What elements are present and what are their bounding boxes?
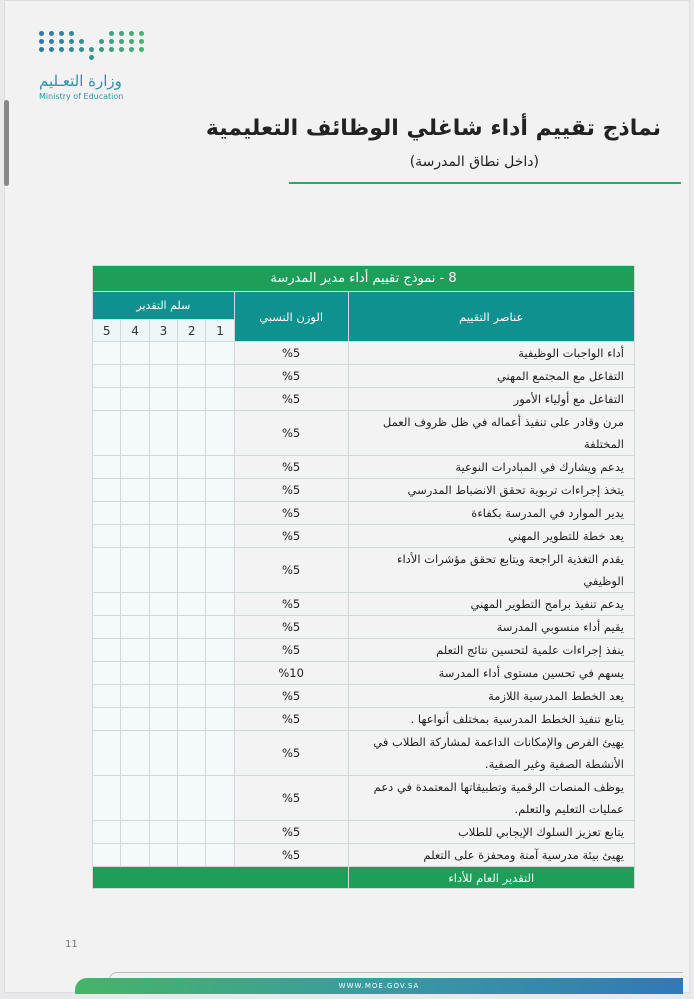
logo-dot <box>119 39 124 44</box>
rating-cell-2[interactable] <box>178 502 206 525</box>
scrollbar[interactable] <box>4 100 9 186</box>
rating-cell-4[interactable] <box>121 844 149 867</box>
rating-cell-5[interactable] <box>93 548 121 593</box>
logo-dot <box>69 47 74 52</box>
overall-rating-label: التقدير العام للأداء <box>348 867 634 889</box>
criterion: يقدم التغذية الراجعة ويتابع تحقق مؤشرات الأداء الوظيفي <box>348 548 634 593</box>
logo-dot <box>69 55 74 60</box>
weight: %5 <box>234 479 348 502</box>
rating-cell-3[interactable] <box>149 821 177 844</box>
criterion: يسهم في تحسين مستوى أداء المدرسة <box>348 662 634 685</box>
rating-cell-1[interactable] <box>206 776 234 821</box>
criterion: يدعم تنفيذ برامج التطوير المهني <box>348 593 634 616</box>
table-row <box>93 662 635 685</box>
rating-cell-2[interactable] <box>178 593 206 616</box>
weight: %5 <box>234 548 348 593</box>
rating-cell-4[interactable] <box>121 639 149 662</box>
rating-cell-2[interactable] <box>178 708 206 731</box>
rating-cell-4[interactable] <box>121 616 149 639</box>
rating-cell-2[interactable] <box>178 616 206 639</box>
logo-dot <box>129 47 134 52</box>
criterion: يدير الموارد في المدرسة بكفاءة <box>348 502 634 525</box>
rating-cell-2[interactable] <box>178 342 206 365</box>
logo-dot <box>139 55 144 60</box>
logo-dot <box>109 47 114 52</box>
table-row <box>93 616 635 639</box>
scale-4: 4 <box>121 320 149 342</box>
criterion: أداء الواجبات الوظيفية <box>348 342 634 365</box>
weight: %5 <box>234 411 348 456</box>
rating-cell-4[interactable] <box>121 388 149 411</box>
logo-dot <box>39 47 44 52</box>
logo-dot <box>79 55 84 60</box>
logo-dot <box>69 39 74 44</box>
rating-cell-5[interactable] <box>93 525 121 548</box>
logo-dot <box>59 39 64 44</box>
rating-cell-5[interactable] <box>93 685 121 708</box>
rating-cell-5[interactable] <box>93 388 121 411</box>
rating-cell-2[interactable] <box>178 365 206 388</box>
rating-cell-1[interactable] <box>206 365 234 388</box>
rating-cell-5[interactable] <box>93 502 121 525</box>
table-row <box>93 342 635 365</box>
scale-1: 1 <box>206 320 234 342</box>
header-scale: سلم التقدير <box>93 292 235 320</box>
criterion: يهيئ بيئة مدرسية آمنة ومحفزة على التعلم <box>348 844 634 867</box>
rating-cell-3[interactable] <box>149 525 177 548</box>
rating-cell-1[interactable] <box>206 548 234 593</box>
logo-dot <box>39 39 44 44</box>
logo-dot <box>129 31 134 36</box>
table-row <box>93 411 635 456</box>
criterion: التفاعل مع المجتمع المهني <box>348 365 634 388</box>
rating-cell-3[interactable] <box>149 776 177 821</box>
table-row <box>93 639 635 662</box>
rating-cell-1[interactable] <box>206 342 234 365</box>
logo-dot <box>59 55 64 60</box>
rating-cell-4[interactable] <box>121 502 149 525</box>
logo-dot <box>109 55 114 60</box>
rating-cell-5[interactable] <box>93 479 121 502</box>
rating-cell-5[interactable] <box>93 776 121 821</box>
rating-cell-3[interactable] <box>149 456 177 479</box>
table-row <box>93 479 635 502</box>
rating-cell-4[interactable] <box>121 365 149 388</box>
rating-cell-1[interactable] <box>206 456 234 479</box>
logo-dot <box>119 31 124 36</box>
table-row <box>93 525 635 548</box>
table-title: 8 - نموذج تقييم أداء مدير المدرسة <box>93 266 635 292</box>
rating-cell-4[interactable] <box>121 525 149 548</box>
logo-dot <box>99 47 104 52</box>
table-row <box>93 502 635 525</box>
weight: %10 <box>234 662 348 685</box>
rating-cell-3[interactable] <box>149 685 177 708</box>
rating-cell-3[interactable] <box>149 342 177 365</box>
logo-dot <box>89 47 94 52</box>
logo-dot <box>79 31 84 36</box>
weight: %5 <box>234 388 348 411</box>
rating-cell-1[interactable] <box>206 639 234 662</box>
rating-cell-4[interactable] <box>121 456 149 479</box>
rating-cell-5[interactable] <box>93 639 121 662</box>
rating-cell-2[interactable] <box>178 821 206 844</box>
rating-cell-1[interactable] <box>206 502 234 525</box>
criterion: ينفذ إجراءات علمية لتحسين نتائج التعلم <box>348 639 634 662</box>
table-row <box>93 731 635 776</box>
rating-cell-1[interactable] <box>206 731 234 776</box>
rating-cell-3[interactable] <box>149 479 177 502</box>
rating-cell-1[interactable] <box>206 593 234 616</box>
criterion: يتخذ إجراءات تربوية تحقق الانضباط المدرسي <box>348 479 634 502</box>
page-subtitle: (داخل نطاق المدرسة) <box>409 154 539 170</box>
logo-dot <box>49 47 54 52</box>
page-number: 11 <box>65 939 78 950</box>
table-row <box>93 388 635 411</box>
table-row <box>93 593 635 616</box>
rating-cell-5[interactable] <box>93 456 121 479</box>
rating-cell-2[interactable] <box>178 548 206 593</box>
criterion: يتابع تنفيذ الخطط المدرسية بمختلف أنواعها . <box>348 708 634 731</box>
rating-cell-1[interactable] <box>206 844 234 867</box>
footer-bar <box>75 978 683 994</box>
rating-cell-3[interactable] <box>149 662 177 685</box>
rating-cell-4[interactable] <box>121 342 149 365</box>
logo-dot <box>49 39 54 44</box>
rating-cell-1[interactable] <box>206 685 234 708</box>
rating-cell-3[interactable] <box>149 502 177 525</box>
header-criteria: عناصر التقييم <box>348 292 634 342</box>
rating-cell-5[interactable] <box>93 411 121 456</box>
logo-dot <box>99 31 104 36</box>
criterion: يهيئ الفرص والإمكانات الداعمة لمشاركة الطلاب في الأنشطة الصفية وغير الصفية. <box>348 731 634 776</box>
logo-dot <box>129 39 134 44</box>
logo-dot <box>139 31 144 36</box>
rating-cell-2[interactable] <box>178 479 206 502</box>
logo-dot <box>89 31 94 36</box>
table-row <box>93 456 635 479</box>
weight: %5 <box>234 685 348 708</box>
table-row <box>93 821 635 844</box>
scale-2: 2 <box>178 320 206 342</box>
rating-cell-5[interactable] <box>93 844 121 867</box>
rating-cell-2[interactable] <box>178 456 206 479</box>
logo-dot <box>49 31 54 36</box>
rating-cell-3[interactable] <box>149 844 177 867</box>
rating-cell-1[interactable] <box>206 662 234 685</box>
logo-dot <box>109 39 114 44</box>
rating-cell-2[interactable] <box>178 639 206 662</box>
criterion: يقيم أداء منسوبي المدرسة <box>348 616 634 639</box>
rating-cell-5[interactable] <box>93 365 121 388</box>
table-row <box>93 708 635 731</box>
logo-dot <box>59 31 64 36</box>
rating-cell-3[interactable] <box>149 708 177 731</box>
rating-cell-3[interactable] <box>149 616 177 639</box>
criterion: يعد خطة للتطوير المهني <box>348 525 634 548</box>
logo-dot <box>49 55 54 60</box>
ministry-logo <box>39 31 149 101</box>
rating-cell-1[interactable] <box>206 525 234 548</box>
criterion: التفاعل مع أولياء الأمور <box>348 388 634 411</box>
criterion: يدعم ويشارك في المبادرات النوعية <box>348 456 634 479</box>
rating-cell-1[interactable] <box>206 616 234 639</box>
rating-cell-2[interactable] <box>178 685 206 708</box>
logo-dot <box>39 31 44 36</box>
criterion: يتابع تعزيز السلوك الإيجابي للطلاب <box>348 821 634 844</box>
weight: %5 <box>234 776 348 821</box>
header-weight: الوزن النسبي <box>234 292 348 342</box>
rating-cell-1[interactable] <box>206 479 234 502</box>
weight: %5 <box>234 708 348 731</box>
rating-cell-2[interactable] <box>178 776 206 821</box>
rating-cell-5[interactable] <box>93 593 121 616</box>
weight: %5 <box>234 616 348 639</box>
criterion: مرن وقادر على تنفيذ أعماله في ظل ظروف العمل المختلفة <box>348 411 634 456</box>
weight: %5 <box>234 593 348 616</box>
weight: %5 <box>234 639 348 662</box>
rating-cell-3[interactable] <box>149 639 177 662</box>
rating-cell-1[interactable] <box>206 821 234 844</box>
logo-dot <box>79 39 84 44</box>
logo-dots-icon <box>39 31 143 60</box>
rating-cell-5[interactable] <box>93 616 121 639</box>
rating-cell-5[interactable] <box>93 731 121 776</box>
rating-cell-4[interactable] <box>121 411 149 456</box>
rating-cell-4[interactable] <box>121 685 149 708</box>
logo-dot <box>89 39 94 44</box>
logo-dot <box>119 55 124 60</box>
rating-cell-2[interactable] <box>178 844 206 867</box>
logo-dot <box>99 55 104 60</box>
logo-dot <box>99 39 104 44</box>
weight: %5 <box>234 342 348 365</box>
rating-cell-3[interactable] <box>149 548 177 593</box>
logo-dot <box>139 39 144 44</box>
evaluation-table <box>92 265 635 889</box>
weight: %5 <box>234 502 348 525</box>
table-row <box>93 365 635 388</box>
rating-cell-4[interactable] <box>121 731 149 776</box>
scale-3: 3 <box>149 320 177 342</box>
weight: %5 <box>234 821 348 844</box>
rating-cell-4[interactable] <box>121 479 149 502</box>
rating-cell-3[interactable] <box>149 388 177 411</box>
rating-cell-4[interactable] <box>121 548 149 593</box>
rating-cell-4[interactable] <box>121 821 149 844</box>
rating-cell-5[interactable] <box>93 821 121 844</box>
weight: %5 <box>234 365 348 388</box>
weight: %5 <box>234 525 348 548</box>
table-row <box>93 548 635 593</box>
weight: %5 <box>234 456 348 479</box>
rating-cell-2[interactable] <box>178 388 206 411</box>
criterion: يعد الخطط المدرسية اللازمة <box>348 685 634 708</box>
title-divider <box>289 182 681 184</box>
logo-dot <box>69 31 74 36</box>
rating-cell-1[interactable] <box>206 708 234 731</box>
logo-dot <box>129 55 134 60</box>
logo-arabic: وزارة التعـليم <box>39 72 122 90</box>
rating-cell-4[interactable] <box>121 776 149 821</box>
logo-dot <box>39 55 44 60</box>
logo-dot <box>79 47 84 52</box>
rating-cell-1[interactable] <box>206 388 234 411</box>
rating-cell-5[interactable] <box>93 342 121 365</box>
rating-cell-3[interactable] <box>149 365 177 388</box>
rating-cell-4[interactable] <box>121 593 149 616</box>
logo-english: Ministry of Education <box>39 92 124 101</box>
website-link[interactable]: WWW.MOE.GOV.SA <box>338 982 420 990</box>
table-row <box>93 685 635 708</box>
rating-cell-3[interactable] <box>149 593 177 616</box>
weight: %5 <box>234 844 348 867</box>
logo-dot <box>139 47 144 52</box>
rating-cell-2[interactable] <box>178 411 206 456</box>
page-title: نماذج تقييم أداء شاغلي الوظائف التعليمية <box>205 116 661 141</box>
table-row <box>93 776 635 821</box>
logo-dot <box>89 55 94 60</box>
rating-cell-2[interactable] <box>178 731 206 776</box>
rating-cell-4[interactable] <box>121 662 149 685</box>
rating-cell-2[interactable] <box>178 525 206 548</box>
table-row <box>93 844 635 867</box>
logo-dot <box>119 47 124 52</box>
rating-cell-3[interactable] <box>149 411 177 456</box>
overall-rating-value <box>93 867 349 889</box>
logo-dot <box>59 47 64 52</box>
rating-cell-2[interactable] <box>178 662 206 685</box>
criterion: يوظف المنصات الرقمية وتطبيقاتها المعتمدة في دعم عمليات التعليم والتعلم. <box>348 776 634 821</box>
rating-cell-5[interactable] <box>93 662 121 685</box>
rating-cell-3[interactable] <box>149 731 177 776</box>
rating-cell-5[interactable] <box>93 708 121 731</box>
rating-cell-4[interactable] <box>121 708 149 731</box>
document-page <box>4 0 690 993</box>
logo-dot <box>109 31 114 36</box>
rating-cell-1[interactable] <box>206 411 234 456</box>
weight: %5 <box>234 731 348 776</box>
scale-5: 5 <box>93 320 121 342</box>
